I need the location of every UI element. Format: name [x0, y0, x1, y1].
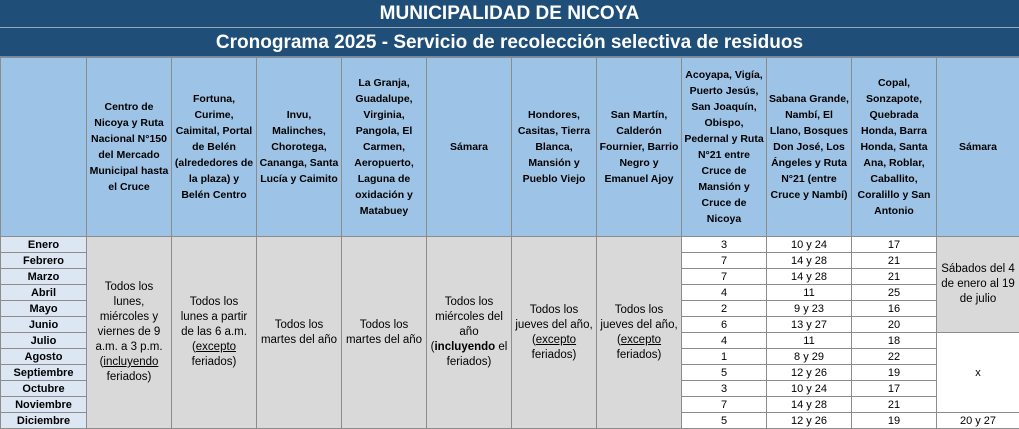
header-zone-4: La Granja, Guadalupe, Virginia, Pangola, El Carmen, Aeropuerto, Laguna de oxidación y Matabuey [342, 58, 427, 237]
date-cell: 21 [852, 253, 937, 269]
date-cell: 22 [852, 349, 937, 365]
date-cell: 8 y 29 [767, 349, 852, 365]
header-zone-9: Sabana Grande, Nambí, El Llano, Bosques Don José, Los Ángeles y Ruta N°21 (entre Cruce y Nambí) [767, 58, 852, 237]
date-cell: 17 [852, 381, 937, 397]
schedule-zone-5: Todos los miércoles del año (incluyendo el feriados) [427, 237, 512, 429]
header-zone-2: Fortuna, Curime, Caimital, Portal de Belén (alrededores de la plaza) y Belén Centro [172, 58, 257, 237]
date-cell: 7 [682, 253, 767, 269]
date-cell: 3 [682, 381, 767, 397]
date-cell: 11 [767, 285, 852, 301]
date-cell: 14 y 28 [767, 253, 852, 269]
header-zone-1: Centro de Nicoya y Ruta Nacional N°150 del Mercado Municipal hasta el Cruce [87, 58, 172, 237]
month-label: Septiembre [1, 365, 87, 381]
date-cell: 12 y 26 [767, 365, 852, 381]
date-cell: 21 [852, 397, 937, 413]
date-cell: 19 [852, 413, 937, 429]
table-row [1, 237, 1019, 253]
schedule-table [0, 57, 1019, 429]
date-cell: 21 [852, 269, 937, 285]
samara-december: 20 y 27 [937, 413, 1019, 429]
date-cell: 9 y 23 [767, 301, 852, 317]
date-cell: 13 y 27 [767, 317, 852, 333]
schedule-zone-4: Todos los martes del año [342, 237, 427, 429]
date-cell: 20 [852, 317, 937, 333]
schedule-body [1, 237, 1019, 429]
month-label: Febrero [1, 253, 87, 269]
header-zone-10: Copal, Sonzapote, Quebrada Honda, Barra Honda, Santa Ana, Roblar, Caballito, Coralillo y San Antonio [852, 58, 937, 237]
date-cell: 4 [682, 285, 767, 301]
month-label: Abril [1, 285, 87, 301]
month-label: Mayo [1, 301, 87, 317]
date-cell: 6 [682, 317, 767, 333]
date-cell: 12 y 26 [767, 413, 852, 429]
date-cell: 18 [852, 333, 937, 349]
header-row [1, 58, 1019, 237]
page-subtitle: Cronograma 2025 - Servicio de recolección selectiva de residuos [0, 28, 1019, 57]
date-cell: 19 [852, 365, 937, 381]
date-cell: 4 [682, 333, 767, 349]
header-zone-7: San Martín, Calderón Fournier, Barrio Negro y Emanuel Ajoy [597, 58, 682, 237]
date-cell: 1 [682, 349, 767, 365]
date-cell: 17 [852, 237, 937, 253]
month-label: Marzo [1, 269, 87, 285]
page-title: MUNICIPALIDAD DE NICOYA [0, 0, 1019, 28]
date-cell: 7 [682, 269, 767, 285]
schedule-zone-3: Todos los martes del año [257, 237, 342, 429]
month-label: Noviembre [1, 397, 87, 413]
date-cell: 7 [682, 397, 767, 413]
schedule-zone-7: Todos los jueves del año, (excepto feriados) [597, 237, 682, 429]
month-label: Octubre [1, 381, 87, 397]
date-cell: 10 y 24 [767, 381, 852, 397]
header-zone-11: Sámara [937, 58, 1019, 237]
header-corner [1, 58, 87, 237]
month-label: Junio [1, 317, 87, 333]
header-zone-6: Hondores, Casitas, Tierra Blanca, Mansión y Pueblo Viejo [512, 58, 597, 237]
month-label: Julio [1, 333, 87, 349]
header-zone-3: Invu, Malinches, Chorotega, Cananga, Santa Lucía y Caimito [257, 58, 342, 237]
schedule-zone-2: Todos los lunes a partir de las 6 a.m. (excepto feriados) [172, 237, 257, 429]
samara-second-half: x [937, 333, 1019, 413]
date-cell: 5 [682, 365, 767, 381]
header-zone-5: Sámara [427, 58, 512, 237]
date-cell: 14 y 28 [767, 269, 852, 285]
schedule-zone-1: Todos los lunes, miércoles y viernes de 9 a.m. a 3 p.m. (incluyendo feriados) [87, 237, 172, 429]
date-cell: 11 [767, 333, 852, 349]
month-label: Diciembre [1, 413, 87, 429]
samara-first-half: Sábados del 4 de enero al 19 de julio [937, 237, 1019, 333]
schedule-zone-6: Todos los jueves del año, (excepto feriados) [512, 237, 597, 429]
date-cell: 16 [852, 301, 937, 317]
date-cell: 2 [682, 301, 767, 317]
date-cell: 5 [682, 413, 767, 429]
header-zone-8: Acoyapa, Vigía, Puerto Jesús, San Joaquín, Obispo, Pedernal y Ruta N°21 entre Cruce de Mansión y Cruce de Nicoya [682, 58, 767, 237]
date-cell: 14 y 28 [767, 397, 852, 413]
date-cell: 10 y 24 [767, 237, 852, 253]
date-cell: 3 [682, 237, 767, 253]
date-cell: 25 [852, 285, 937, 301]
month-label: Enero [1, 237, 87, 253]
month-label: Agosto [1, 349, 87, 365]
